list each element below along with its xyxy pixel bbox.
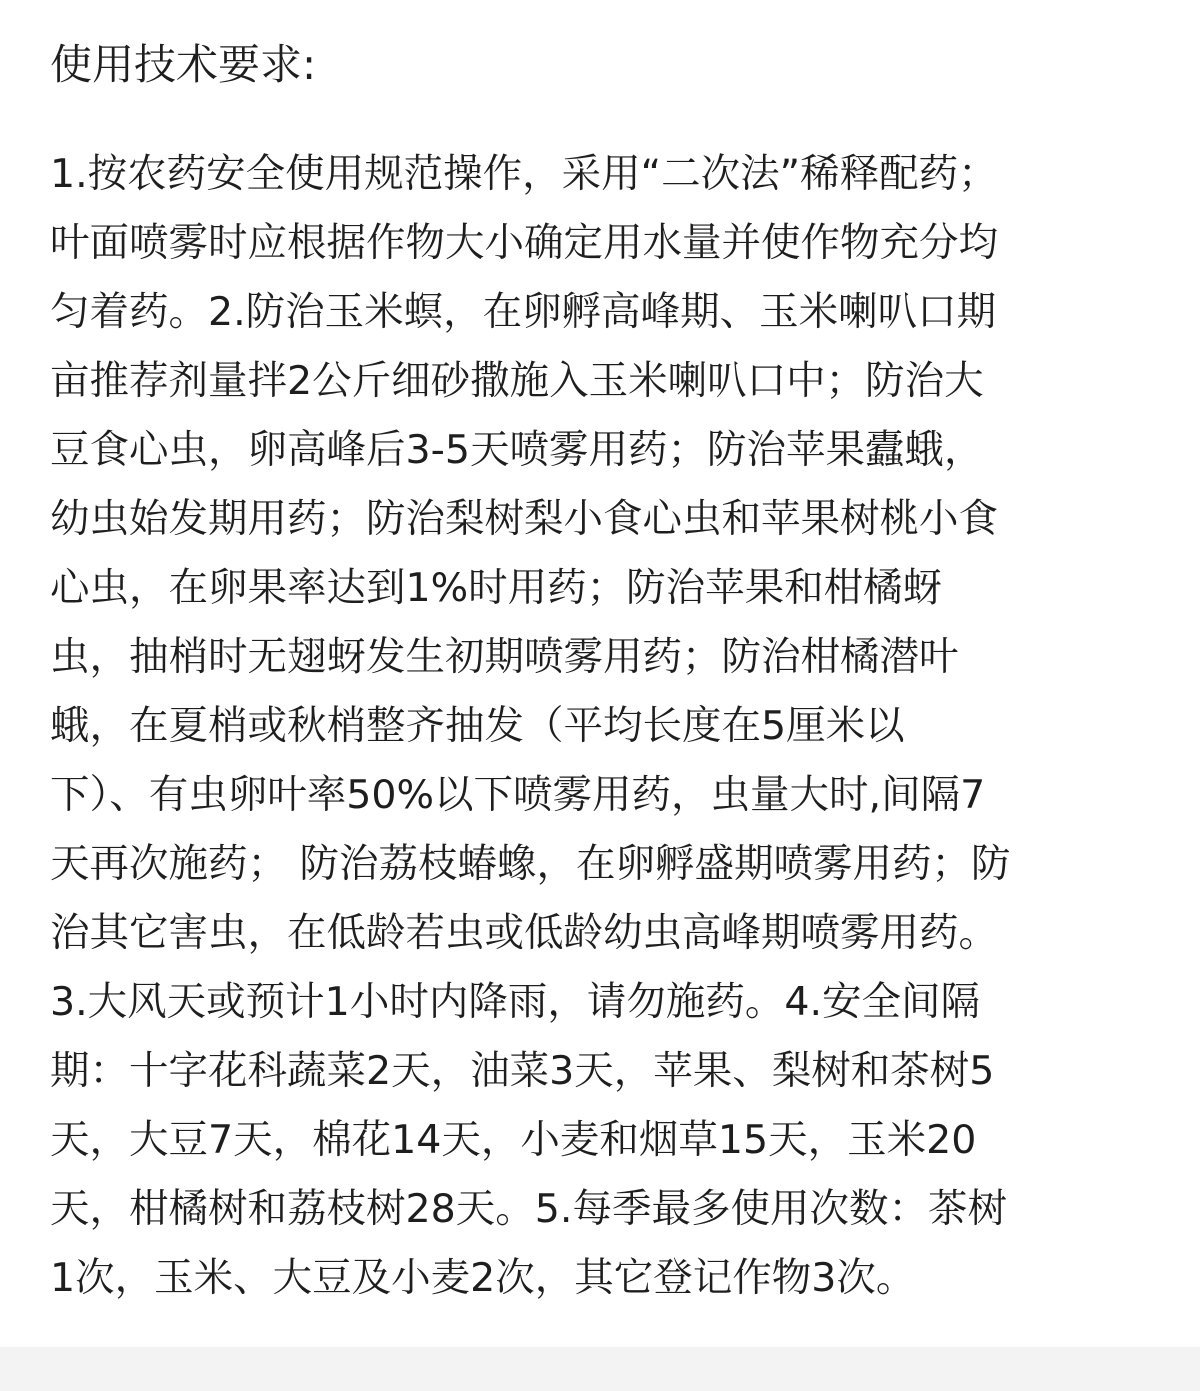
text-line-4: 亩推荐剂量拌2公斤细砂撒施入玉米喇叭口中；防治大 (50, 358, 984, 404)
document-body (50, 30, 1160, 1313)
text-line-9: 蛾，在夏梢或秋梢整齐抽发（平均长度在5厘米以 (50, 703, 905, 749)
text-line-14: 期：十字花科蔬菜2天，油菜3天，苹果、梨树和茶树5 (50, 1048, 995, 1094)
text-line-11: 天再次施药； 防治荔枝蝽蟓，在卵孵盛期喷雾用药；防 (50, 841, 1011, 887)
bottom-bar (0, 1347, 1200, 1391)
text-line-17: 1次，玉米、大豆及小麦2次，其它登记作物3次。 (50, 1255, 916, 1301)
text-line-5: 豆食心虫，卵高峰后3-5天喷雾用药；防治苹果蠹蛾， (50, 427, 984, 473)
text-line-7: 心虫，在卵果率达到1%时用药；防治苹果和柑橘蚜 (50, 565, 943, 611)
text-line-6: 幼虫始发期用药；防治梨树梨小食心虫和苹果树桃小食 (50, 496, 998, 542)
text-line-16: 天，柑橘树和荔枝树28天。5.每季最多使用次数：茶树 (50, 1186, 1007, 1232)
text-line-3: 匀着药。2.防治玉米螟，在卵孵高峰期、玉米喇叭口期 (50, 289, 997, 335)
text-line-8: 虫，抽梢时无翅蚜发生初期喷雾用药；防治柑橘潜叶 (50, 634, 959, 680)
document-title: 使用技术要求: (50, 40, 317, 89)
text-line-1: 1.按农药安全使用规范操作，采用“二次法”稀释配药； (50, 151, 998, 197)
text-line-15: 天，大豆7天，棉花14天，小麦和烟草15天，玉米20 (50, 1117, 977, 1163)
text-line-10: 下）、有虫卵叶率50%以下喷雾用药，虫量大时,间隔7 (50, 772, 986, 818)
text-line-12: 治其它害虫，在低龄若虫或低龄幼虫高峰期喷雾用药。 (50, 910, 998, 956)
text-line-2: 叶面喷雾时应根据作物大小确定用水量并使作物充分均 (50, 220, 998, 266)
text-line-13: 3.大风天或预计1小时内降雨，请勿施药。4.安全间隔 (50, 979, 981, 1025)
